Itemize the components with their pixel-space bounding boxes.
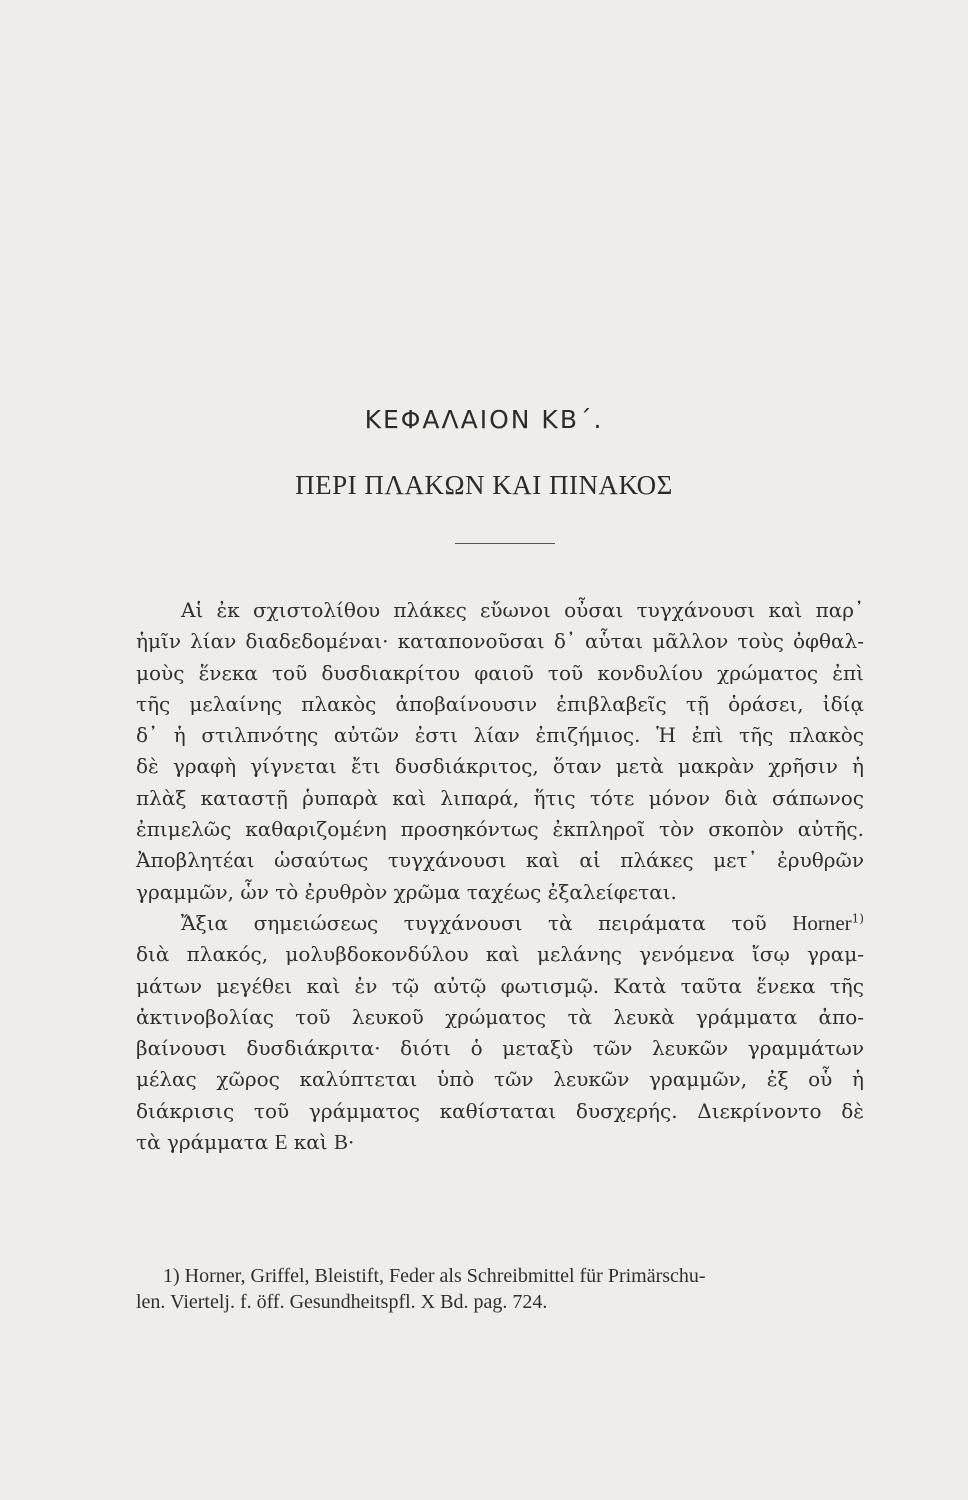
text-line: μοὺς ἕνεκα τοῦ δυσδιακρίτου φαιοῦ τοῦ κονδυλίου χρώματος ἐπὶ: [136, 660, 864, 685]
text-line: [136, 1127, 864, 1158]
text-line: πλὰξ καταστῇ ῥυπαρὰ καὶ λιπαρά, ἥτις τότε μόνον διὰ σάπωνος: [136, 785, 864, 810]
text-fragment: Ἄξια σημειώσεως τυγχάνουσι τὰ πειράματα τοῦ: [181, 910, 793, 935]
text-fragment: ·: [347, 1130, 355, 1155]
text-line: Ἀποβλητέαι ὡσαύτως τυγχάνουσι καὶ αἱ πλάκες μετ᾽ ἐρυθρῶν: [136, 848, 864, 873]
text-line: τῆς μελαίνης πλακὸς ἀποβαίνουσιν ἐπιβλαβεῖς τῇ ὁράσει, ἰδίᾳ: [136, 691, 864, 716]
text-line: διὰ πλακός, μολυβδοκονδύλου καὶ μελάνης γενόμενα ἴσῳ γραμ-: [136, 942, 864, 967]
text-line: μάτων μεγέθει καὶ ἐν τῷ αὐτῷ φωτισμῷ. Κατὰ ταῦτα ἕνεκα τῆς: [136, 973, 864, 998]
text-line: μέλας χῶρος καλύπτεται ὑπὸ τῶν λευκῶν γραμμῶν, ἐξ οὗ ἡ: [136, 1067, 864, 1092]
text-line: βαίνουσι δυσδιάκριτα· διότι ὁ μεταξὺ τῶν λευκῶν γραμμάτων: [136, 1036, 864, 1061]
text-line: ἀκτινοβολίας τοῦ λευκοῦ χρώματος τὰ λευκὰ γράμματα ἀπο-: [136, 1004, 864, 1029]
text-line: ἡμῖν λίαν διαδεδομέναι· καταπονοῦσαι δ᾽ αὗται μᾶλλον τοὺς ὀφθαλ-: [136, 629, 864, 654]
footnote-ref: 1): [851, 911, 864, 926]
text-line: Αἱ ἐκ σχιστολίθου πλάκες εὔωνοι οὖσαι τυγχάνουσι καὶ παρ᾽: [181, 598, 864, 622]
chapter-title: ΠΕΡΙ ΠΛΑΚΩΝ ΚΑΙ ΠΙΝΑΚΟΣ: [295, 470, 673, 500]
text-line: [136, 908, 864, 939]
letter-e: E: [274, 1130, 288, 1155]
footnote: [136, 1263, 864, 1315]
text-line: γραμμῶν, ὧν τὸ ἐρυθρὸν χρῶμα ταχέως ἐξαλείφεται.: [136, 879, 677, 904]
text-line: δ᾽ ἡ στιλπνότης αὐτῶν ἐστι λίαν ἐπιζήμιος. Ἡ ἐπὶ τῆς πλακὸς: [136, 723, 864, 748]
text-fragment: τὰ γράμματα: [136, 1130, 275, 1155]
footnote-line: 1) Horner, Griffel, Bleistift, Feder als Schreibmittel für Primärschu-: [163, 1265, 706, 1287]
body-text: [136, 595, 864, 1158]
text-line: διάκρισις τοῦ γράμματος καθίσταται δυσχερής. Διεκρίνοντο δὲ: [136, 1098, 864, 1123]
text-fragment: καὶ: [287, 1130, 334, 1155]
footnote-line: len. Viertelj. f. öff. Gesundheitspfl. X Bd. pag. 724.: [136, 1291, 548, 1313]
title-divider: [455, 543, 555, 544]
author-name: Horner: [792, 910, 852, 935]
letter-b: B: [333, 1130, 348, 1155]
text-line: ἐπιμελῶς καθαριζομένη προσηκόντως ἐκπληροῖ τὸν σκοπὸν αὐτῆς.: [136, 817, 864, 842]
text-line: δὲ γραφὴ γίγνεται ἔτι δυσδιάκριτος, ὅταν μετὰ μακρὰν χρῆσιν ἡ: [136, 754, 864, 779]
chapter-number: ΚΕΦΑΛΑΙΟΝ ΚΒ΄.: [364, 405, 604, 434]
